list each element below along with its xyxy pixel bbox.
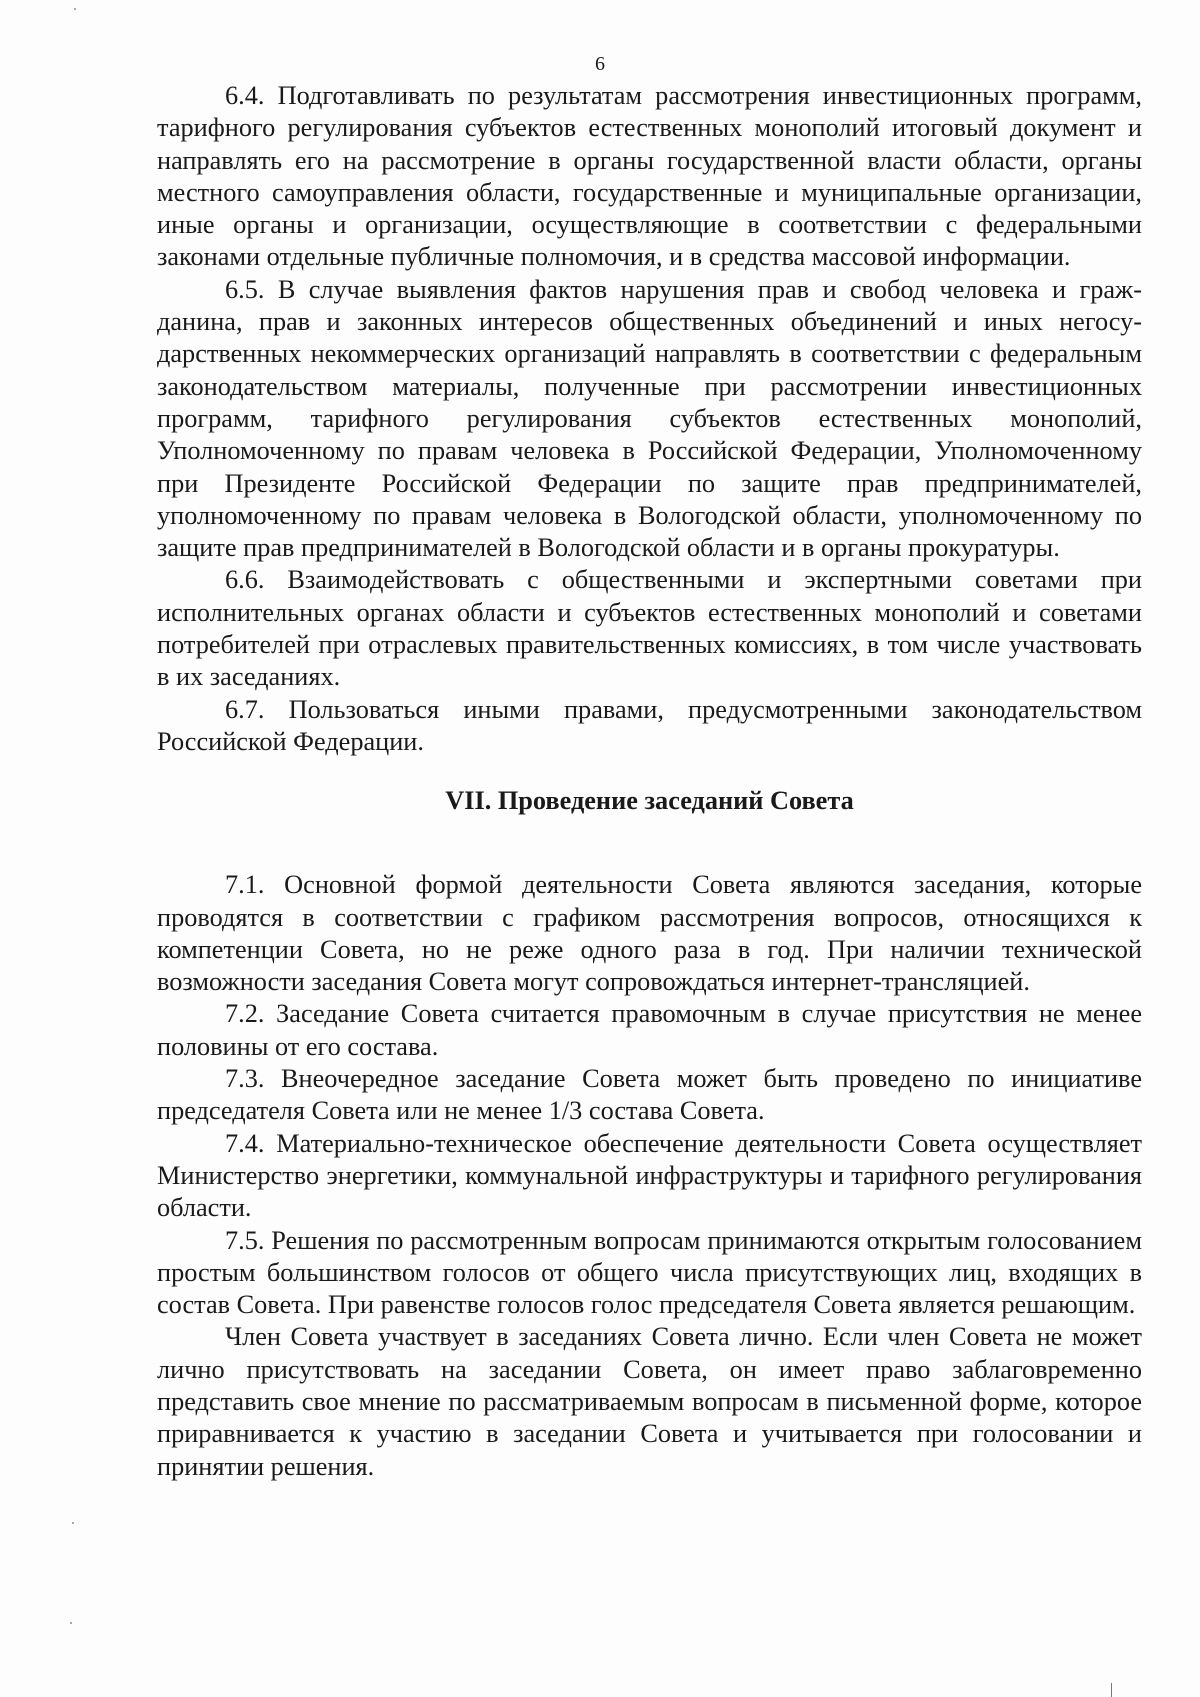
scan-artifact-dot [72, 1522, 74, 1524]
page-number: 6 [595, 53, 605, 75]
paragraph-6-4: 6.4. Подготавливать по результатам рассмотрения инвестиционных программ, тарифного регулирования субъектов естественных монополий итоговый документ и направлять его на рассмотрение в органы государственной власти области, органы местного самоуправления области, государственные и муниципальные организации, иные органы и организации, осуществляющие в соответствии с федеральными законами отдельные публичные полномочия, и в средства массовой информации. [157, 81, 1142, 272]
paragraph-7-1: 7.1. Основной формой деятельности Совета являются заседания, которые проводятся в соответствии с графиком рассмотрения вопросов, относящихся к компетенции Совета, но не реже одного раза в год. При наличии технической возможности заседания Совета могут сопровождаться интернет-трансляцией. [157, 870, 1142, 997]
paragraph-7-3: 7.3. Внеочередное заседание Совета может быть проведено по инициативе председателя Совета или не менее 1/3 состава Совета. [157, 1064, 1142, 1126]
paragraph-6-7: 6.7. Пользоваться иными правами, предусмотренными законодательством Российской Федерации. [157, 694, 1142, 756]
paragraph-7-4: 7.4. Материально-техническое обеспечение деятельности Совета осуществляет Министерство энергетики, коммунальной инфраструктуры и тарифного регулирования области. [157, 1128, 1142, 1223]
scan-artifact-dot [74, 8, 76, 10]
paragraph-6-5: 6.5. В случае выявления фактов нарушения прав и свобод человека и гражданина, прав и законных интересов общественных объединений и иных негосударственных некоммерческих организаций направлять в соответствии с федеральным законодательством материалы, полученные при рассмотрении инвестиционных программ, тарифного регулирования субъектов естественных монополий, Уполномоченному по правам человека в Российской Федерации, Уполномоченному при Президенте Российской Федерации по защите прав предпринимателей, уполномоченному по правам человека в Вологодской области, уполномоченному по защите прав предпринимателей в Вологодской области и в органы прокуратуры. [157, 274, 1142, 563]
document-body [157, 80, 1142, 1483]
scan-margin-mark [1111, 1683, 1112, 1697]
paragraph-7-2: 7.2. Заседание Совета считается правомочным в случае присутствия не менее половины от его состава. [157, 999, 1142, 1061]
paragraph-7-5: 7.5. Решения по рассмотренным вопросам принимаются открытым голосованием простым большинством голосов от общего числа присутствующих лиц, входящих в состав Совета. При равенстве голосов голос председателя Совета является решающим. [157, 1225, 1142, 1320]
section-heading: VII. Проведение заседаний Совета [445, 786, 854, 816]
scan-artifact-dot [70, 1622, 72, 1624]
paragraph-6-6: 6.6. Взаимодействовать с общественными и экспертными советами при исполнительных органах области и субъектов естественных монополий и советами потребителей при отраслевых правительственных комиссиях, в том числе участвовать в их заседаниях. [157, 565, 1142, 692]
paragraph-7-5-member: Член Совета участвует в заседаниях Совета лично. Если член Совета не может лично присутствовать на заседании Совета, он имеет право заблаговременно представить свое мнение по рассматриваемым вопросам в письменной форме, которое приравнивается к участию в заседании Совета и учитывается при голосовании и принятии решения. [157, 1322, 1142, 1481]
